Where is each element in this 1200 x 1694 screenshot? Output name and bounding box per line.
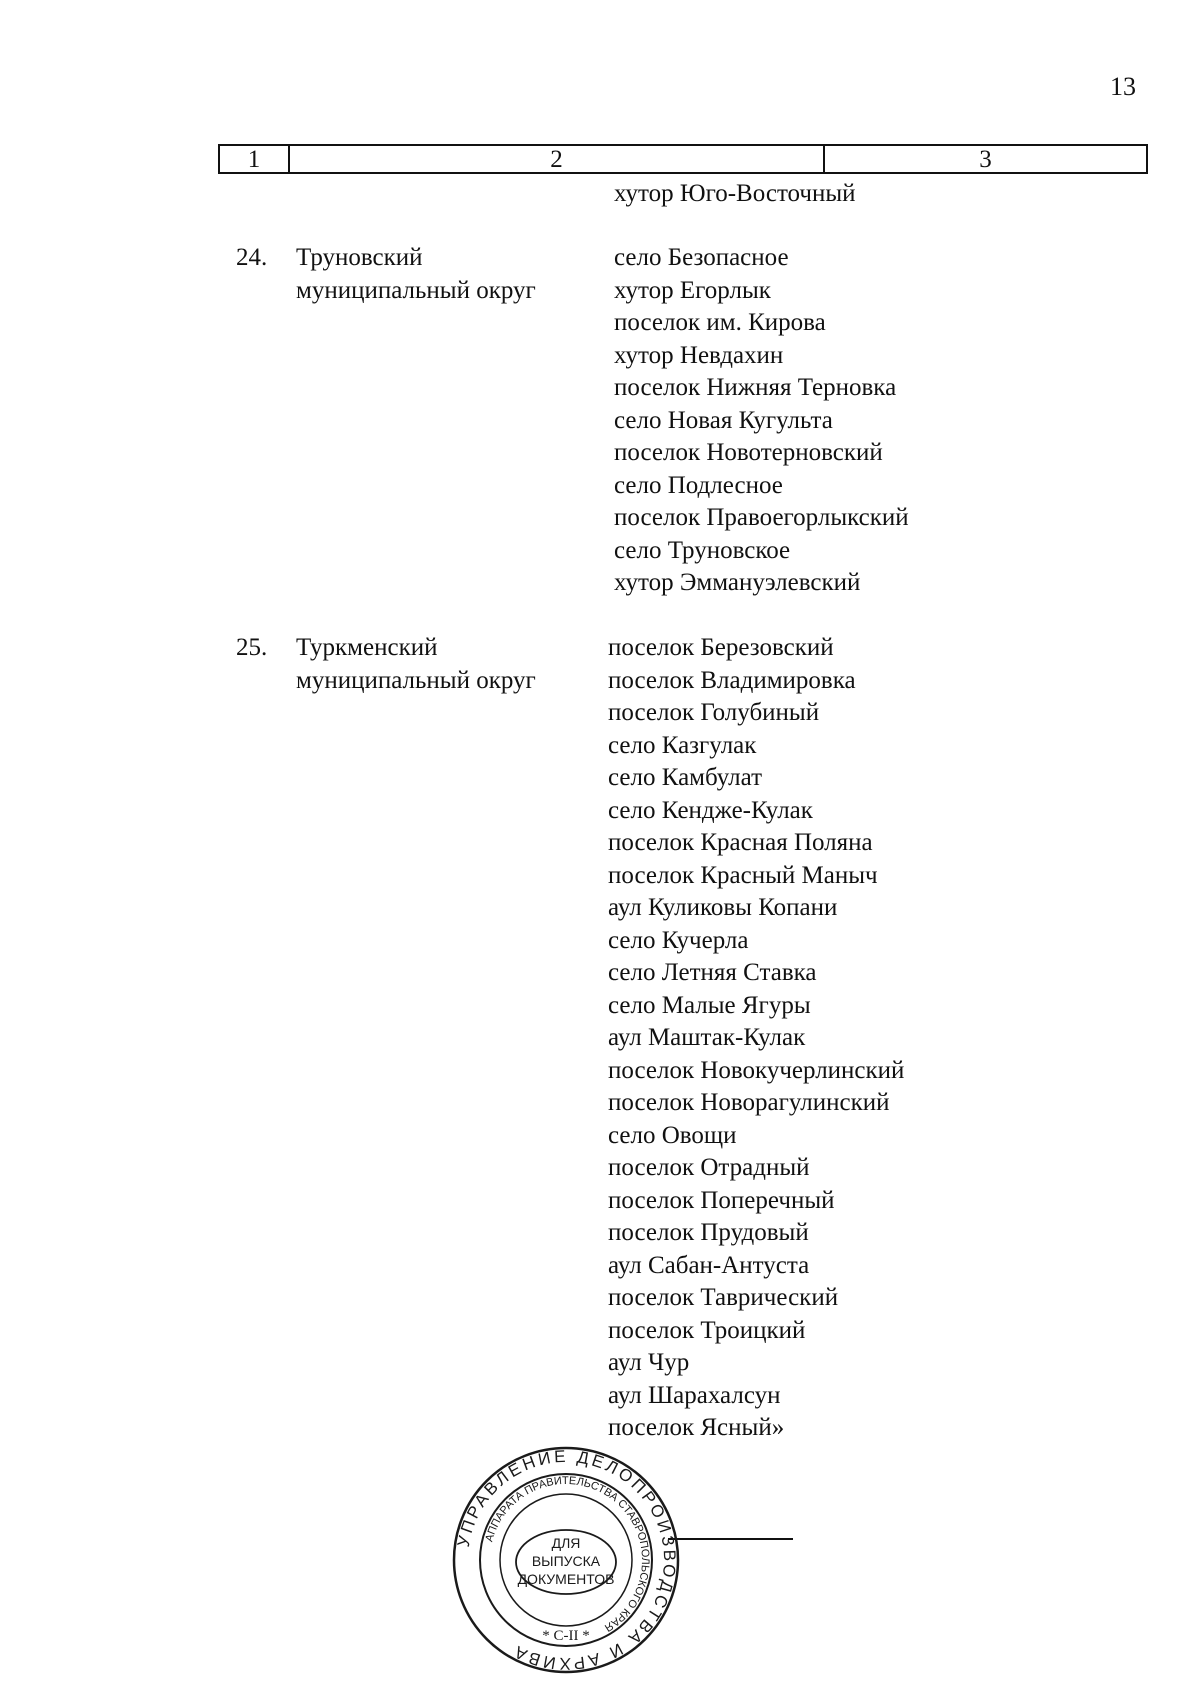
settlement-item: поселок Новотерновский (614, 439, 883, 466)
table-header-col-1: 1 (220, 146, 290, 172)
settlement-item: поселок Правоегорлыкский (614, 504, 909, 531)
settlement-item: поселок им. Кирова (614, 309, 826, 336)
settlement-item: село Камбулат (608, 764, 763, 791)
official-stamp (450, 1444, 682, 1676)
settlement-item: хутор Егорлык (614, 276, 771, 304)
settlement-item: село Новая Кугульта (614, 406, 833, 434)
stamp-inner-text: АППАРАТА ПРАВИТЕЛЬСТВА СТАВРОПОЛЬСКОГО КРАЯ (483, 1474, 652, 1634)
settlement-item: поселок Троицкий (608, 1316, 806, 1344)
settlement-item: поселок Отрадный (608, 1154, 810, 1181)
settlement-item: поселок Красный Маныч (608, 861, 878, 889)
district-name-line: муниципальный округ (296, 666, 536, 694)
signature-line (668, 1538, 793, 1540)
settlement-list (614, 242, 909, 600)
stamp-outer-text: УПРАВЛЕНИЕ ДЕЛОПРОИЗВОДСТВА И АРХИВА (453, 1446, 680, 1674)
stamp-center-line-1: ДЛЯ (551, 1535, 581, 1551)
district-name (296, 632, 536, 697)
settlement-item: поселок Голубиный (608, 699, 820, 726)
settlement-item: село Кендже-Кулак (608, 796, 813, 824)
table-header-col-2: 2 (290, 146, 825, 172)
table-header-col-3: 3 (979, 146, 992, 173)
settlement-list (608, 632, 904, 1445)
carryover-settlements (614, 178, 856, 211)
stamp-code: * С-II * (542, 1628, 590, 1644)
settlement-item: поселок Прудовый (608, 1219, 809, 1246)
settlement-item: аул Куликовы Копани (608, 894, 838, 921)
table-header-row (218, 144, 1148, 174)
settlement-item: село Кучерла (608, 926, 749, 954)
district-name-line: Туркменский (296, 634, 438, 661)
settlement-item: поселок Березовский (608, 634, 834, 661)
settlement-item: село Летняя Ставка (608, 959, 817, 986)
settlement-item: село Малые Ягуры (608, 991, 811, 1019)
settlement-item: аул Сабан-Антуста (608, 1251, 810, 1279)
settlement-item: поселок Таврический (608, 1284, 839, 1311)
settlement-item: село Овощи (608, 1121, 737, 1149)
settlement-item: аул Маштак-Кулак (608, 1024, 806, 1051)
district-name-line: муниципальный округ (296, 276, 536, 304)
settlement-item: поселок Новокучерлинский (608, 1056, 905, 1084)
settlement-item: аул Шарахалсун (608, 1381, 781, 1409)
stamp-center-line-3: ДОКУМЕНТОВ (517, 1571, 615, 1587)
settlement-item: поселок Владимировка (608, 666, 856, 694)
settlement-item: поселок Поперечный (608, 1186, 835, 1214)
district-number: 25. (236, 634, 268, 661)
settlement-item: поселок Ясный» (608, 1414, 785, 1441)
settlement-item: поселок Нижняя Терновка (614, 374, 897, 401)
district-name-line: Труновский (296, 244, 423, 271)
settlement-item: хутор Юго-Восточный (614, 180, 856, 207)
settlement-item: село Безопасное (614, 244, 789, 271)
settlement-item: село Казгулак (608, 731, 757, 759)
district-number: 24. (236, 244, 268, 271)
district-name (296, 242, 536, 307)
settlement-item: аул Чур (608, 1349, 690, 1376)
page-number: 13 (1110, 72, 1136, 101)
settlement-item: поселок Новорагулинский (608, 1089, 890, 1116)
settlement-item: поселок Красная Поляна (608, 829, 873, 856)
settlement-item: село Труновское (614, 536, 791, 564)
settlement-item: село Подлесное (614, 471, 783, 499)
settlement-item: хутор Невдахин (614, 341, 784, 369)
settlement-item: хутор Эммануэлевский (614, 569, 861, 596)
stamp-center-line-2: ВЫПУСКА (531, 1553, 601, 1569)
